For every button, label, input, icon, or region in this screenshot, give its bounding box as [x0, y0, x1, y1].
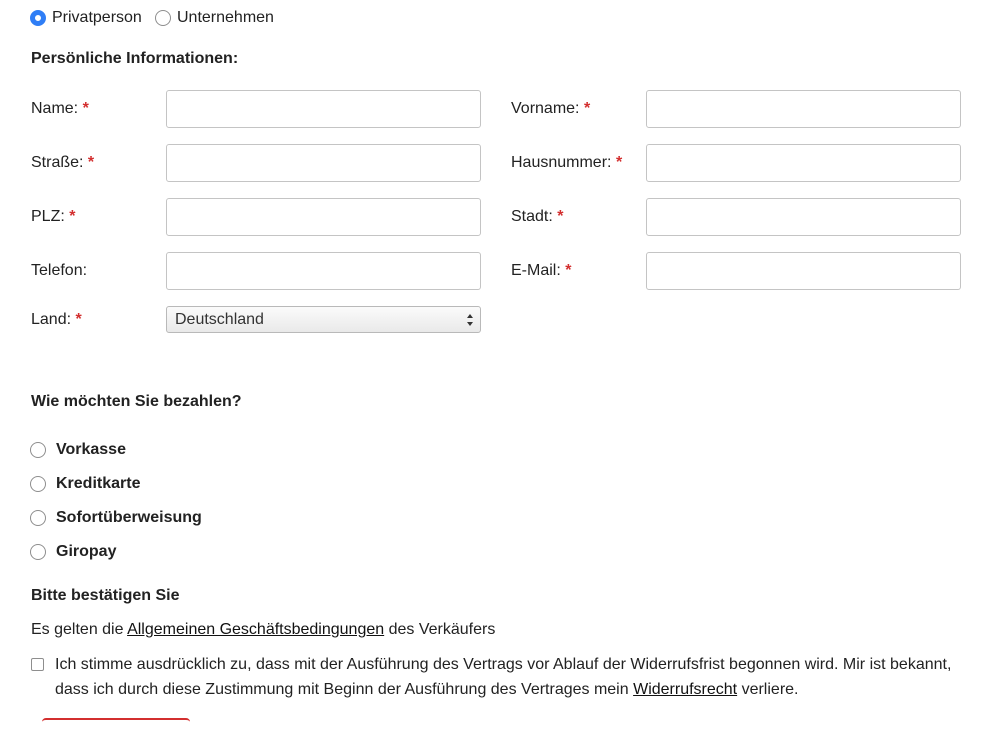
plz-field[interactable] — [166, 198, 481, 236]
label-giropay: Giropay — [56, 543, 117, 560]
consent-checkbox[interactable] — [31, 658, 44, 671]
vorname-label: Vorname: * — [511, 100, 591, 117]
required-mark: * — [583, 100, 591, 117]
vorname-field[interactable] — [646, 90, 961, 128]
land-select[interactable] — [166, 306, 481, 333]
radio-unternehmen[interactable] — [155, 10, 171, 26]
consent-text: Ich stimme ausdrücklich zu, dass mit der Ausführung des Vertrags vor Ablauf der Widerrufsfrist begonnen wird. Mir ist bekannt, dass ich durch diese Zustimmung mit Beginn der Ausführung des Vertrages mein Widerrufsrecht verliere. — [55, 656, 952, 698]
required-mark: * — [82, 100, 89, 117]
telefon-field[interactable] — [166, 252, 481, 290]
hausnummer-field[interactable] — [646, 144, 961, 182]
label-vorkasse: Vorkasse — [56, 441, 126, 458]
label-sofortueberweisung: Sofortüberweisung — [56, 509, 202, 526]
radio-privatperson[interactable] — [30, 10, 46, 26]
select-updown-icon — [466, 310, 474, 330]
strasse-field[interactable] — [166, 144, 481, 182]
land-label: Land: * — [31, 311, 82, 328]
label-privatperson: Privatperson — [52, 9, 142, 26]
agb-line: Es gelten die Allgemeinen Geschäftsbedingungen des Verkäufers — [31, 621, 496, 638]
confirm-heading: Bitte bestätigen Sie — [31, 587, 180, 604]
required-mark: * — [87, 154, 95, 171]
widerrufsrecht-link[interactable]: Widerrufsrecht — [633, 681, 738, 698]
label-kreditkarte: Kreditkarte — [56, 475, 141, 492]
required-mark: * — [565, 262, 572, 279]
name-field[interactable] — [166, 90, 481, 128]
payment-heading: Wie möchten Sie bezahlen? — [31, 393, 242, 410]
radio-kreditkarte[interactable] — [30, 476, 46, 492]
radio-vorkasse[interactable] — [30, 442, 46, 458]
stadt-label: Stadt: * — [511, 208, 564, 225]
name-label: Name: * — [31, 100, 89, 117]
email-label: E-Mail: * — [511, 262, 572, 279]
required-mark: * — [75, 311, 82, 328]
hausnummer-label: Hausnummer: * — [511, 154, 623, 171]
required-mark: * — [69, 208, 76, 225]
strasse-label: Straße: * — [31, 154, 95, 171]
land-select-value: Deutschland — [175, 311, 264, 328]
submit-button[interactable] — [42, 718, 190, 730]
personal-info-heading: Persönliche Informationen: — [31, 50, 239, 67]
required-mark: * — [615, 154, 623, 171]
radio-sofortueberweisung[interactable] — [30, 510, 46, 526]
email-field[interactable] — [646, 252, 961, 290]
label-unternehmen: Unternehmen — [177, 9, 274, 26]
telefon-label: Telefon: — [31, 262, 88, 279]
agb-link[interactable]: Allgemeinen Geschäftsbedingungen — [127, 621, 385, 638]
plz-label: PLZ: * — [31, 208, 76, 225]
stadt-field[interactable] — [646, 198, 961, 236]
required-mark: * — [557, 208, 564, 225]
radio-giropay[interactable] — [30, 544, 46, 560]
